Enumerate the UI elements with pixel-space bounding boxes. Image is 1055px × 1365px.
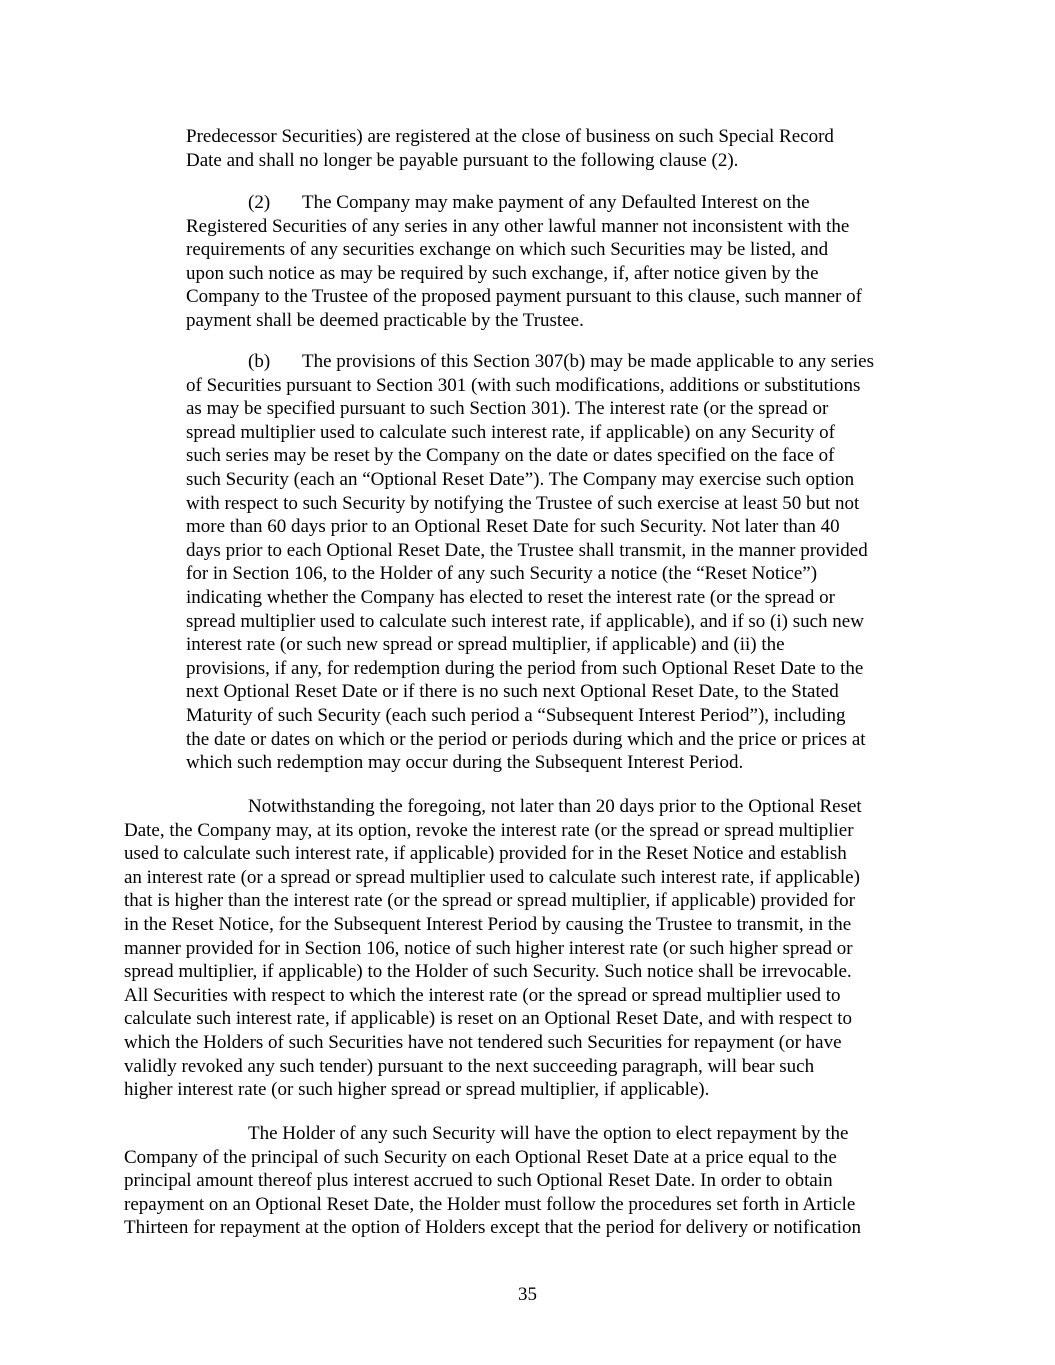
text-line: higher interest rate (or such higher spread or spread multiplier, if applicable). (124, 1079, 710, 1101)
text-line: of Securities pursuant to Section 301 (with such modifications, additions or substitutions (186, 374, 861, 396)
text-line: Notwithstanding the foregoing, not later than 20 days prior to the Optional Reset (248, 796, 862, 817)
text-line: validly revoked any such tender) pursuant to the next succeeding paragraph, will bear such (124, 1055, 815, 1077)
text-line: Thirteen for repayment at the option of Holders except that the period for delivery or notification (124, 1217, 862, 1239)
clause-label: (b) (248, 351, 271, 372)
text-line: principal amount thereof plus interest accrued to such Optional Reset Date. In order to obtain (124, 1170, 833, 1192)
text-line: the date or dates on which or the period or periods during which and the price or prices at (186, 728, 866, 750)
text-line: such Security (each an “Optional Reset Date”). The Company may exercise such option (186, 468, 855, 490)
text-line: Date, the Company may, at its option, revoke the interest rate (or the spread or spread multiplier (124, 819, 854, 841)
text-line: upon such notice as may be required by such exchange, if, after notice given by the (186, 262, 819, 284)
text-line: Company of the principal of such Security on each Optional Reset Date at a price equal to the (124, 1146, 837, 1168)
text-line: interest rate (or such new spread or spread multiplier, if applicable) and (ii) the (186, 634, 785, 656)
text-line: such series may be reset by the Company on the date or dates specified on the face of (186, 445, 835, 467)
text-line: Predecessor Securities) are registered at the close of business on such Special Record (186, 126, 834, 147)
text-line: an interest rate (or a spread or spread multiplier used to calculate such interest rate, if applicable) (124, 866, 860, 888)
text-line: next Optional Reset Date or if there is no such next Optional Reset Date, to the Stated (186, 681, 839, 703)
clause-2-paragraph (186, 191, 931, 333)
text-line: used to calculate such interest rate, if applicable) provided for in the Reset Notice and establish (124, 843, 847, 865)
text-line: Maturity of such Security (each such period a “Subsequent Interest Period”), including (186, 704, 846, 726)
text-line: with respect to such Security by notifying the Trustee of such exercise at least 50 but not (186, 492, 860, 514)
text-line: more than 60 days prior to an Optional Reset Date for such Security. Not later than 40 (186, 516, 840, 538)
notwithstanding-paragraph (124, 795, 931, 1102)
text-line: which the Holders of such Securities have not tendered such Securities for repayment (or have (124, 1031, 842, 1053)
text-line: payment shall be deemed practicable by the Trustee. (186, 309, 584, 331)
page-number: 35 (518, 1284, 537, 1305)
clause-b-paragraph (186, 350, 931, 775)
text-line: provisions, if any, for redemption during the period from such Optional Reset Date to the (186, 657, 864, 679)
text-line: Company to the Trustee of the proposed payment pursuant to this clause, such manner of (186, 286, 862, 308)
text-line-content: The Company may make payment of any Defaulted Interest on the (302, 192, 810, 213)
text-line: for in Section 106, to the Holder of any such Security a notice (the “Reset Notice”) (186, 563, 818, 585)
text-line (186, 350, 931, 374)
text-line: as may be specified pursuant to such Section 301). The interest rate (or the spread or (186, 398, 829, 420)
text-line (186, 191, 931, 215)
text-line: Date and shall no longer be payable pursuant to the following clause (2). (186, 149, 739, 171)
text-line: spread multiplier, if applicable) to the Holder of such Security. Such notice shall be irrevocable. (124, 961, 852, 983)
text-line: that is higher than the interest rate (or the spread or spread multiplier, if applicable) provided for (124, 890, 856, 912)
text-line: days prior to each Optional Reset Date, the Trustee shall transmit, in the manner provided (186, 539, 868, 561)
text-line: manner provided for in Section 106, notice of such higher interest rate (or such higher spread or (124, 937, 853, 959)
repayment-option-paragraph (124, 1122, 931, 1240)
text-line: The Holder of any such Security will have the option to elect repayment by the (248, 1123, 849, 1144)
text-line: which such redemption may occur during the Subsequent Interest Period. (186, 752, 744, 774)
text-line: in the Reset Notice, for the Subsequent Interest Period by causing the Trustee to transmit, in the (124, 913, 852, 935)
continuation-paragraph (186, 125, 931, 172)
text-line: repayment on an Optional Reset Date, the Holder must follow the procedures set forth in Article (124, 1193, 856, 1215)
clause-label: (2) (248, 192, 271, 213)
text-line: spread multiplier used to calculate such interest rate, if applicable), and if so (i) such new (186, 610, 864, 632)
text-line: indicating whether the Company has elected to reset the interest rate (or the spread or (186, 586, 835, 608)
text-line: All Securities with respect to which the interest rate (or the spread or spread multiplier used to (124, 984, 841, 1006)
text-line-content: The provisions of this Section 307(b) may be made applicable to any series (302, 351, 874, 372)
text-line: calculate such interest rate, if applicable) is reset on an Optional Reset Date, and with respect to (124, 1008, 853, 1030)
text-line: requirements of any securities exchange on which such Securities may be listed, and (186, 239, 829, 261)
text-line: spread multiplier used to calculate such interest rate, if applicable) on any Security of (186, 421, 835, 443)
text-line: Registered Securities of any series in any other lawful manner not inconsistent with the (186, 215, 850, 237)
